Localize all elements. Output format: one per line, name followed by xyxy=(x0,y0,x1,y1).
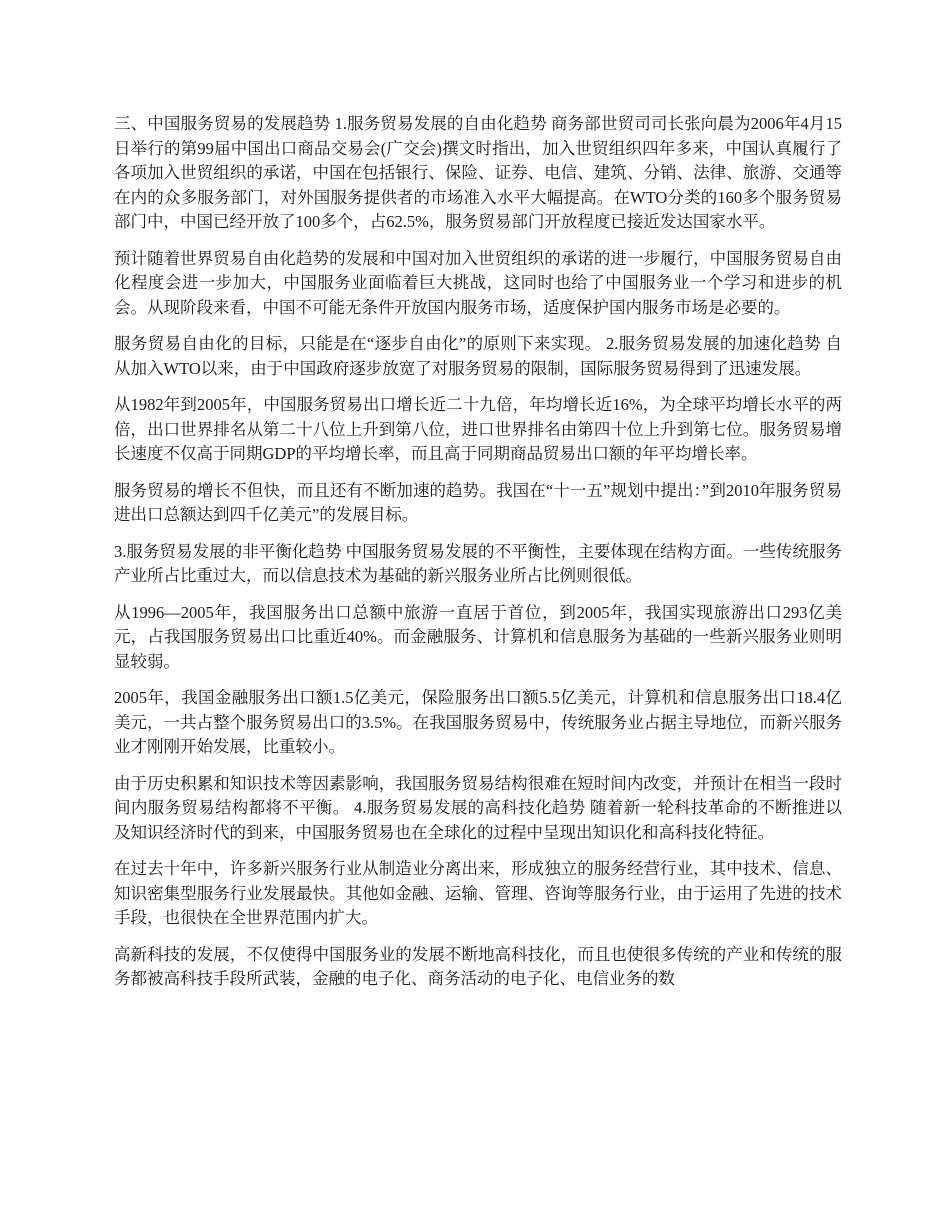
paragraph: 服务贸易自由化的目标，只能是在“逐步自由化”的原则下来实现。 2.服务贸易发展的加速化趋势 自从加入WTO以来，由于中国政府逐步放宽了对服务贸易的限制，国际服务贸易得到了迅速发展。 xyxy=(114,334,842,378)
paragraph: 服务贸易的增长不但快，而且还有不断加速的趋势。我国在“十一五”规划中提出：”到2010年服务贸易进出口总额达到四千亿美元”的发展目标。 xyxy=(114,480,842,524)
paragraph: 预计随着世界贸易自由化趋势的发展和中国对加入世贸组织的承诺的进一步履行，中国服务贸易自由化程度会进一步加大，中国服务业面临着巨大挑战，这同时也给了中国服务业一个学习和进步的机会。从现阶段来看，中国不可能无条件开放国内服务市场，适度保护国内服务市场是必要的。 xyxy=(114,248,842,317)
paragraph: 三、中国服务贸易的发展趋势 1.服务贸易发展的自由化趋势 商务部世贸司司长张向晨为2006年4月15日举行的第99届中国出口商品交易会(广交会)撰文时指出，加入世贸组织四年多来，中国认真履行了各项加入世贸组织的承诺，中国在包括银行、保险、证券、电信、建筑、分销、法律、旅游、交通等在内的众多服务部门，对外国服务提供者的市场准入水平大幅提高。在WTO分类的160多个服务贸易部门中，中国已经开放了100多个，占62.5%，服务贸易部门开放程度已接近发达国家水平。 xyxy=(114,114,842,231)
paragraph: 3.服务贸易发展的非平衡化趋势 中国服务贸易发展的不平衡性，主要体现在结构方面。一些传统服务产业所占比重过大，而以信息技术为基础的新兴服务业所占比例则很低。 xyxy=(114,541,842,585)
paragraph: 从1996—2005年，我国服务出口总额中旅游一直居于首位，到2005年，我国实现旅游出口293亿美元，占我国服务贸易出口比重近40%。而金融服务、计算机和信息服务为基础的一些新兴服务业则明显较弱。 xyxy=(114,602,842,671)
paragraph: 从1982年到2005年，中国服务贸易出口增长近二十九倍，年均增长近16%，为全球平均增长水平的两倍，出口世界排名从第二十八位上升到第八位，进口世界排名由第四十位上升到第七位。服务贸易增长速度不仅高于同期GDP的平均增长率，而且高于同期商品贸易出口额的年平均增长率。 xyxy=(114,395,842,463)
paragraph: 在过去十年中，许多新兴服务行业从制造业分离出来，形成独立的服务经营行业，其中技术、信息、知识密集型服务行业发展最快。其他如金融、运输、管理、咨询等服务行业，由于运用了先进的技术手段，也很快在全世界范围内扩大。 xyxy=(114,859,842,927)
document-body xyxy=(114,112,842,1004)
paragraph: 高新科技的发展，不仅使得中国服务业的发展不断地高科技化，而且也使很多传统的产业和传统的服务都被高科技手段所武装，金融的电子化、商务活动的电子化、电信业务的数 xyxy=(114,944,842,988)
paragraph: 2005年，我国金融服务出口额1.5亿美元，保险服务出口额5.5亿美元，计算机和信息服务出口18.4亿美元，一共占整个服务贸易出口的3.5%。在我国服务贸易中，传统服务业占据主导地位，而新兴服务业才刚刚开始发展，比重较小。 xyxy=(114,688,842,756)
paragraph: 由于历史积累和知识技术等因素影响，我国服务贸易结构很难在短时间内改变，并预计在相当一段时间内服务贸易结构都将不平衡。 4.服务贸易发展的高科技化趋势 随着新一轮科技革命的不断推进以及知识经济时代的到来，中国服务贸易也在全球化的过程中呈现出知识化和高科技化特征。 xyxy=(114,773,842,842)
